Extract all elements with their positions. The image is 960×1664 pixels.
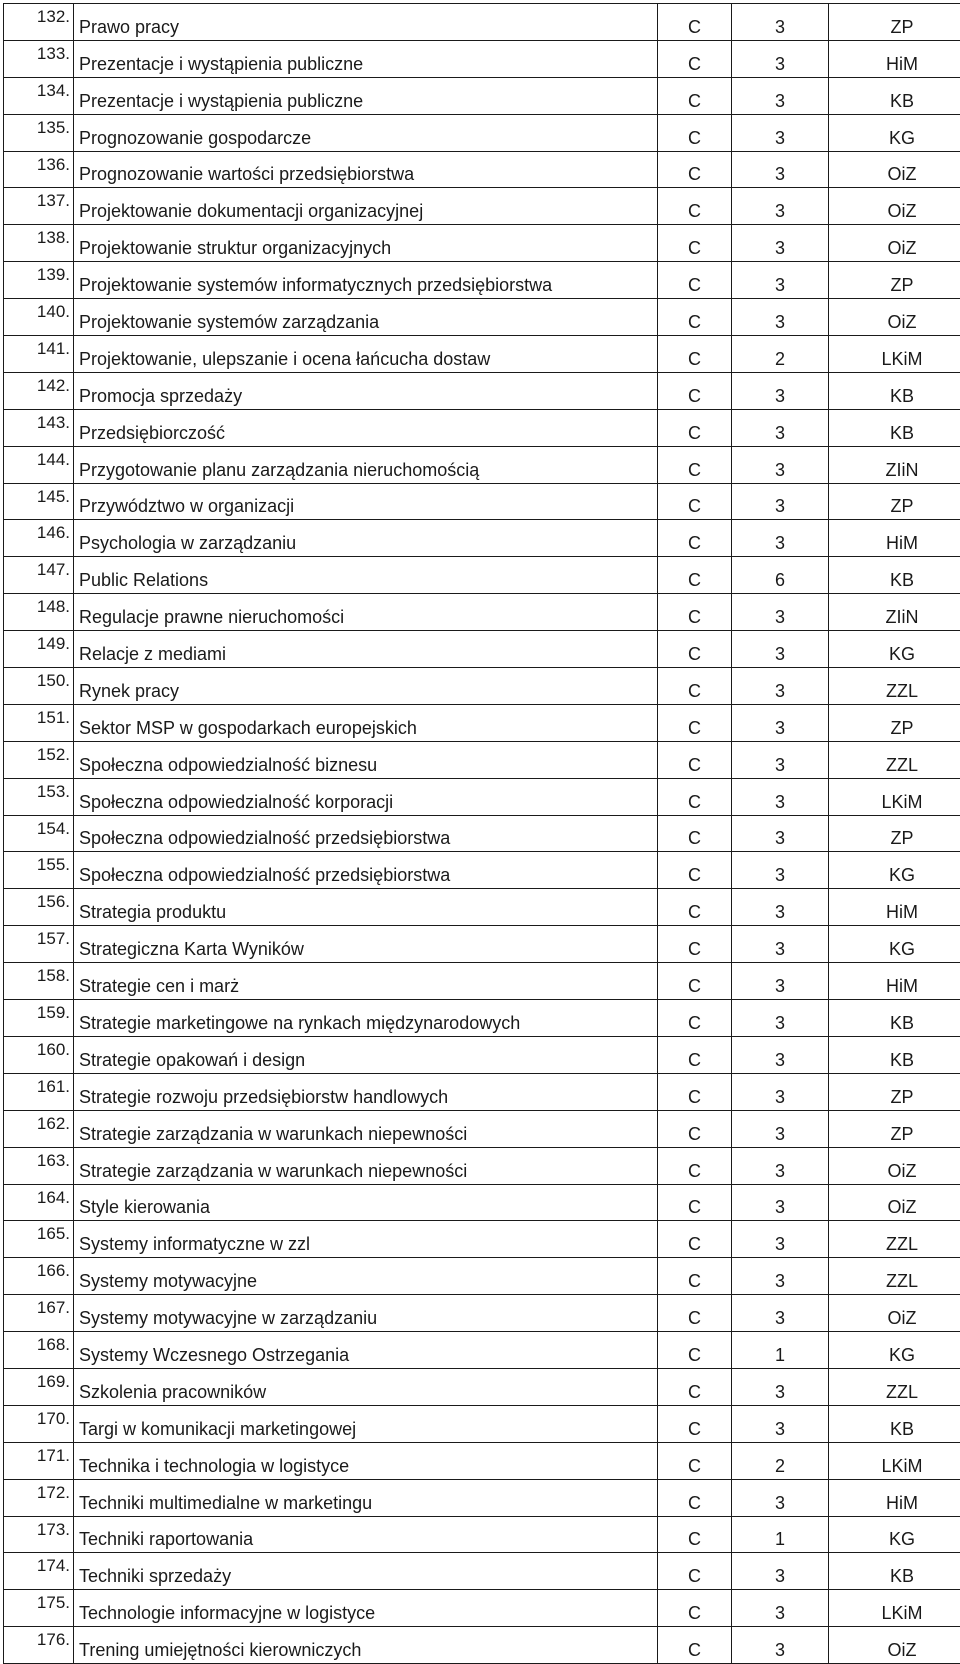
course-form-cell: C: [658, 594, 732, 631]
row-number-cell: 149.: [4, 631, 74, 668]
course-form-cell: C: [658, 1000, 732, 1037]
ects-points-cell: 3: [732, 704, 829, 741]
ects-points-cell: 3: [732, 594, 829, 631]
course-form-cell: C: [658, 963, 732, 1000]
table-row: [4, 1405, 960, 1442]
course-form-cell: C: [658, 446, 732, 483]
course-form-cell: C: [658, 741, 732, 778]
course-name-cell: Społeczna odpowiedzialność przedsiębiorstwa: [74, 852, 658, 889]
ects-points-cell: 3: [732, 225, 829, 262]
course-name-cell: Przygotowanie planu zarządzania nieruchomością: [74, 446, 658, 483]
ects-points-cell: 3: [732, 963, 829, 1000]
course-name-cell: Strategie zarządzania w warunkach niepewności: [74, 1147, 658, 1184]
table-row: [4, 372, 960, 409]
ects-points-cell: 3: [732, 114, 829, 151]
course-name-cell: Strategie marketingowe na rynkach międzynarodowych: [74, 1000, 658, 1037]
course-form-cell: C: [658, 1627, 732, 1664]
department-cell: OiZ: [829, 299, 960, 336]
course-form-cell: C: [658, 1442, 732, 1479]
course-form-cell: C: [658, 1590, 732, 1627]
course-name-cell: Trening umiejętności kierowniczych: [74, 1627, 658, 1664]
row-number-cell: 147.: [4, 557, 74, 594]
department-cell: ZZL: [829, 668, 960, 705]
department-cell: KB: [829, 409, 960, 446]
ects-points-cell: 3: [732, 741, 829, 778]
table-row: [4, 446, 960, 483]
course-form-cell: C: [658, 1479, 732, 1516]
course-form-cell: C: [658, 704, 732, 741]
course-form-cell: C: [658, 668, 732, 705]
course-form-cell: C: [658, 4, 732, 41]
department-cell: LKiM: [829, 778, 960, 815]
course-form-cell: C: [658, 889, 732, 926]
table-row: [4, 594, 960, 631]
course-name-cell: Projektowanie struktur organizacyjnych: [74, 225, 658, 262]
course-name-cell: Technika i technologia w logistyce: [74, 1442, 658, 1479]
table-row: [4, 1442, 960, 1479]
row-number-cell: 137.: [4, 188, 74, 225]
table-row: [4, 336, 960, 373]
table-row: [4, 40, 960, 77]
table-row: [4, 114, 960, 151]
ects-points-cell: 2: [732, 336, 829, 373]
table-row: [4, 1147, 960, 1184]
department-cell: KB: [829, 1036, 960, 1073]
ects-points-cell: 3: [732, 1184, 829, 1221]
course-form-cell: C: [658, 299, 732, 336]
ects-points-cell: 2: [732, 1442, 829, 1479]
table-row: [4, 668, 960, 705]
department-cell: KG: [829, 114, 960, 151]
row-number-cell: 175.: [4, 1590, 74, 1627]
ects-points-cell: 3: [732, 77, 829, 114]
ects-points-cell: 3: [732, 1073, 829, 1110]
row-number-cell: 148.: [4, 594, 74, 631]
course-form-cell: C: [658, 1184, 732, 1221]
table-row: [4, 889, 960, 926]
table-row: [4, 299, 960, 336]
department-cell: HiM: [829, 40, 960, 77]
table-row: [4, 4, 960, 41]
department-cell: KB: [829, 557, 960, 594]
row-number-cell: 146.: [4, 520, 74, 557]
department-cell: ZIiN: [829, 446, 960, 483]
row-number-cell: 157.: [4, 926, 74, 963]
ects-points-cell: 3: [732, 926, 829, 963]
row-number-cell: 162.: [4, 1110, 74, 1147]
row-number-cell: 134.: [4, 77, 74, 114]
course-name-cell: Rynek pracy: [74, 668, 658, 705]
course-form-cell: C: [658, 1110, 732, 1147]
department-cell: LKiM: [829, 336, 960, 373]
row-number-cell: 144.: [4, 446, 74, 483]
course-form-cell: C: [658, 1258, 732, 1295]
ects-points-cell: 3: [732, 262, 829, 299]
table-row: [4, 1221, 960, 1258]
row-number-cell: 133.: [4, 40, 74, 77]
row-number-cell: 136.: [4, 151, 74, 188]
course-name-cell: Systemy motywacyjne: [74, 1258, 658, 1295]
table-row: [4, 741, 960, 778]
course-name-cell: Szkolenia pracowników: [74, 1368, 658, 1405]
course-form-cell: C: [658, 1332, 732, 1369]
course-form-cell: C: [658, 631, 732, 668]
ects-points-cell: 3: [732, 631, 829, 668]
course-form-cell: C: [658, 1516, 732, 1553]
course-name-cell: Prezentacje i wystąpienia publiczne: [74, 77, 658, 114]
ects-points-cell: 3: [732, 4, 829, 41]
course-form-cell: C: [658, 77, 732, 114]
course-name-cell: Prawo pracy: [74, 4, 658, 41]
department-cell: OiZ: [829, 1295, 960, 1332]
department-cell: ZP: [829, 1110, 960, 1147]
course-form-cell: C: [658, 852, 732, 889]
ects-points-cell: 3: [732, 1553, 829, 1590]
row-number-cell: 174.: [4, 1553, 74, 1590]
department-cell: ZP: [829, 704, 960, 741]
course-name-cell: Techniki multimedialne w marketingu: [74, 1479, 658, 1516]
row-number-cell: 142.: [4, 372, 74, 409]
course-name-cell: Projektowanie, ulepszanie i ocena łańcucha dostaw: [74, 336, 658, 373]
department-cell: OiZ: [829, 188, 960, 225]
department-cell: LKiM: [829, 1442, 960, 1479]
ects-points-cell: 3: [732, 520, 829, 557]
department-cell: OiZ: [829, 1147, 960, 1184]
table-row: [4, 1184, 960, 1221]
course-form-cell: C: [658, 778, 732, 815]
course-name-cell: Projektowanie systemów informatycznych przedsiębiorstwa: [74, 262, 658, 299]
ects-points-cell: 3: [732, 1036, 829, 1073]
row-number-cell: 168.: [4, 1332, 74, 1369]
department-cell: OiZ: [829, 151, 960, 188]
department-cell: KG: [829, 1332, 960, 1369]
course-name-cell: Systemy Wczesnego Ostrzegania: [74, 1332, 658, 1369]
course-name-cell: Strategie rozwoju przedsiębiorstw handlowych: [74, 1073, 658, 1110]
row-number-cell: 139.: [4, 262, 74, 299]
table-row: [4, 225, 960, 262]
course-name-cell: Prognozowanie wartości przedsiębiorstwa: [74, 151, 658, 188]
ects-points-cell: 3: [732, 778, 829, 815]
table-row: [4, 926, 960, 963]
row-number-cell: 141.: [4, 336, 74, 373]
department-cell: HiM: [829, 963, 960, 1000]
table-row: [4, 1000, 960, 1037]
course-form-cell: C: [658, 557, 732, 594]
row-number-cell: 163.: [4, 1147, 74, 1184]
course-form-cell: C: [658, 1147, 732, 1184]
course-name-cell: Strategiczna Karta Wyników: [74, 926, 658, 963]
table-row: [4, 1553, 960, 1590]
department-cell: KG: [829, 926, 960, 963]
course-form-cell: C: [658, 1073, 732, 1110]
table-row: [4, 704, 960, 741]
course-form-cell: C: [658, 409, 732, 446]
ects-points-cell: 1: [732, 1332, 829, 1369]
course-name-cell: Prezentacje i wystąpienia publiczne: [74, 40, 658, 77]
course-form-cell: C: [658, 1036, 732, 1073]
table-row: [4, 1036, 960, 1073]
course-name-cell: Projektowanie systemów zarządzania: [74, 299, 658, 336]
ects-points-cell: 3: [732, 151, 829, 188]
table-row: [4, 188, 960, 225]
row-number-cell: 152.: [4, 741, 74, 778]
row-number-cell: 167.: [4, 1295, 74, 1332]
course-name-cell: Technologie informacyjne w logistyce: [74, 1590, 658, 1627]
department-cell: ZP: [829, 483, 960, 520]
department-cell: ZZL: [829, 1368, 960, 1405]
ects-points-cell: 3: [732, 299, 829, 336]
row-number-cell: 173.: [4, 1516, 74, 1553]
course-form-cell: C: [658, 40, 732, 77]
department-cell: KG: [829, 852, 960, 889]
row-number-cell: 164.: [4, 1184, 74, 1221]
course-form-cell: C: [658, 151, 732, 188]
course-name-cell: Społeczna odpowiedzialność biznesu: [74, 741, 658, 778]
row-number-cell: 150.: [4, 668, 74, 705]
table-row: [4, 1295, 960, 1332]
table-row: [4, 483, 960, 520]
course-name-cell: Projektowanie dokumentacji organizacyjnej: [74, 188, 658, 225]
table-row: [4, 409, 960, 446]
ects-points-cell: 3: [732, 815, 829, 852]
course-name-cell: Prognozowanie gospodarcze: [74, 114, 658, 151]
row-number-cell: 169.: [4, 1368, 74, 1405]
course-name-cell: Targi w komunikacji marketingowej: [74, 1405, 658, 1442]
department-cell: KB: [829, 1000, 960, 1037]
course-form-cell: C: [658, 1553, 732, 1590]
course-form-cell: C: [658, 1295, 732, 1332]
table-row: [4, 631, 960, 668]
department-cell: ZIiN: [829, 594, 960, 631]
row-number-cell: 153.: [4, 778, 74, 815]
course-name-cell: Sektor MSP w gospodarkach europejskich: [74, 704, 658, 741]
ects-points-cell: 3: [732, 1147, 829, 1184]
department-cell: KG: [829, 1516, 960, 1553]
row-number-cell: 140.: [4, 299, 74, 336]
department-cell: KB: [829, 372, 960, 409]
ects-points-cell: 3: [732, 1479, 829, 1516]
course-name-cell: Strategie cen i marż: [74, 963, 658, 1000]
course-form-cell: C: [658, 926, 732, 963]
department-cell: KB: [829, 1405, 960, 1442]
ects-points-cell: 1: [732, 1516, 829, 1553]
row-number-cell: 161.: [4, 1073, 74, 1110]
table-row: [4, 151, 960, 188]
department-cell: OiZ: [829, 1627, 960, 1664]
department-cell: KG: [829, 631, 960, 668]
course-name-cell: Promocja sprzedaży: [74, 372, 658, 409]
row-number-cell: 154.: [4, 815, 74, 852]
course-name-cell: Strategie zarządzania w warunkach niepewności: [74, 1110, 658, 1147]
row-number-cell: 160.: [4, 1036, 74, 1073]
department-cell: OiZ: [829, 225, 960, 262]
department-cell: ZZL: [829, 741, 960, 778]
ects-points-cell: 3: [732, 372, 829, 409]
department-cell: ZP: [829, 4, 960, 41]
table-row: [4, 1590, 960, 1627]
table-row: [4, 1627, 960, 1664]
row-number-cell: 145.: [4, 483, 74, 520]
table-row: [4, 1332, 960, 1369]
course-name-cell: Techniki raportowania: [74, 1516, 658, 1553]
course-form-cell: C: [658, 262, 732, 299]
course-name-cell: Techniki sprzedaży: [74, 1553, 658, 1590]
department-cell: HiM: [829, 520, 960, 557]
department-cell: HiM: [829, 889, 960, 926]
ects-points-cell: 3: [732, 889, 829, 926]
department-cell: ZP: [829, 262, 960, 299]
row-number-cell: 135.: [4, 114, 74, 151]
ects-points-cell: 3: [732, 188, 829, 225]
row-number-cell: 151.: [4, 704, 74, 741]
course-form-cell: C: [658, 1405, 732, 1442]
row-number-cell: 132.: [4, 4, 74, 41]
row-number-cell: 138.: [4, 225, 74, 262]
course-name-cell: Relacje z mediami: [74, 631, 658, 668]
course-form-cell: C: [658, 225, 732, 262]
row-number-cell: 143.: [4, 409, 74, 446]
row-number-cell: 170.: [4, 1405, 74, 1442]
row-number-cell: 166.: [4, 1258, 74, 1295]
ects-points-cell: 3: [732, 409, 829, 446]
table-row: [4, 815, 960, 852]
ects-points-cell: 3: [732, 1110, 829, 1147]
ects-points-cell: 3: [732, 40, 829, 77]
table-row: [4, 1368, 960, 1405]
row-number-cell: 172.: [4, 1479, 74, 1516]
department-cell: HiM: [829, 1479, 960, 1516]
course-name-cell: Przedsiębiorczość: [74, 409, 658, 446]
course-form-cell: C: [658, 336, 732, 373]
ects-points-cell: 3: [732, 1221, 829, 1258]
course-name-cell: Społeczna odpowiedzialność korporacji: [74, 778, 658, 815]
course-table-body: [4, 4, 960, 1664]
table-row: [4, 262, 960, 299]
table-row: [4, 1110, 960, 1147]
row-number-cell: 155.: [4, 852, 74, 889]
row-number-cell: 156.: [4, 889, 74, 926]
course-table: [3, 3, 960, 1664]
course-form-cell: C: [658, 520, 732, 557]
table-row: [4, 1516, 960, 1553]
course-name-cell: Style kierowania: [74, 1184, 658, 1221]
ects-points-cell: 3: [732, 1258, 829, 1295]
course-form-cell: C: [658, 188, 732, 225]
department-cell: KB: [829, 1553, 960, 1590]
row-number-cell: 158.: [4, 963, 74, 1000]
course-name-cell: Przywództwo w organizacji: [74, 483, 658, 520]
table-row: [4, 778, 960, 815]
row-number-cell: 176.: [4, 1627, 74, 1664]
course-name-cell: Strategie opakowań i design: [74, 1036, 658, 1073]
department-cell: ZP: [829, 815, 960, 852]
course-form-cell: C: [658, 483, 732, 520]
row-number-cell: 171.: [4, 1442, 74, 1479]
table-row: [4, 77, 960, 114]
table-row: [4, 1258, 960, 1295]
department-cell: KB: [829, 77, 960, 114]
table-row: [4, 557, 960, 594]
course-name-cell: Psychologia w zarządzaniu: [74, 520, 658, 557]
department-cell: OiZ: [829, 1184, 960, 1221]
course-form-cell: C: [658, 1368, 732, 1405]
ects-points-cell: 3: [732, 446, 829, 483]
table-row: [4, 520, 960, 557]
department-cell: ZP: [829, 1073, 960, 1110]
department-cell: ZZL: [829, 1221, 960, 1258]
ects-points-cell: 3: [732, 1405, 829, 1442]
course-form-cell: C: [658, 815, 732, 852]
course-name-cell: Systemy informatyczne w zzl: [74, 1221, 658, 1258]
course-name-cell: Strategia produktu: [74, 889, 658, 926]
ects-points-cell: 3: [732, 1295, 829, 1332]
course-name-cell: Regulacje prawne nieruchomości: [74, 594, 658, 631]
row-number-cell: 165.: [4, 1221, 74, 1258]
table-row: [4, 852, 960, 889]
ects-points-cell: 3: [732, 852, 829, 889]
ects-points-cell: 3: [732, 1590, 829, 1627]
ects-points-cell: 3: [732, 483, 829, 520]
department-cell: ZZL: [829, 1258, 960, 1295]
row-number-cell: 159.: [4, 1000, 74, 1037]
table-row: [4, 1073, 960, 1110]
course-form-cell: C: [658, 114, 732, 151]
course-name-cell: Public Relations: [74, 557, 658, 594]
course-name-cell: Systemy motywacyjne w zarządzaniu: [74, 1295, 658, 1332]
course-name-cell: Społeczna odpowiedzialność przedsiębiorstwa: [74, 815, 658, 852]
ects-points-cell: 6: [732, 557, 829, 594]
table-row: [4, 963, 960, 1000]
ects-points-cell: 3: [732, 668, 829, 705]
ects-points-cell: 3: [732, 1368, 829, 1405]
course-form-cell: C: [658, 372, 732, 409]
course-form-cell: C: [658, 1221, 732, 1258]
department-cell: LKiM: [829, 1590, 960, 1627]
ects-points-cell: 3: [732, 1627, 829, 1664]
ects-points-cell: 3: [732, 1000, 829, 1037]
